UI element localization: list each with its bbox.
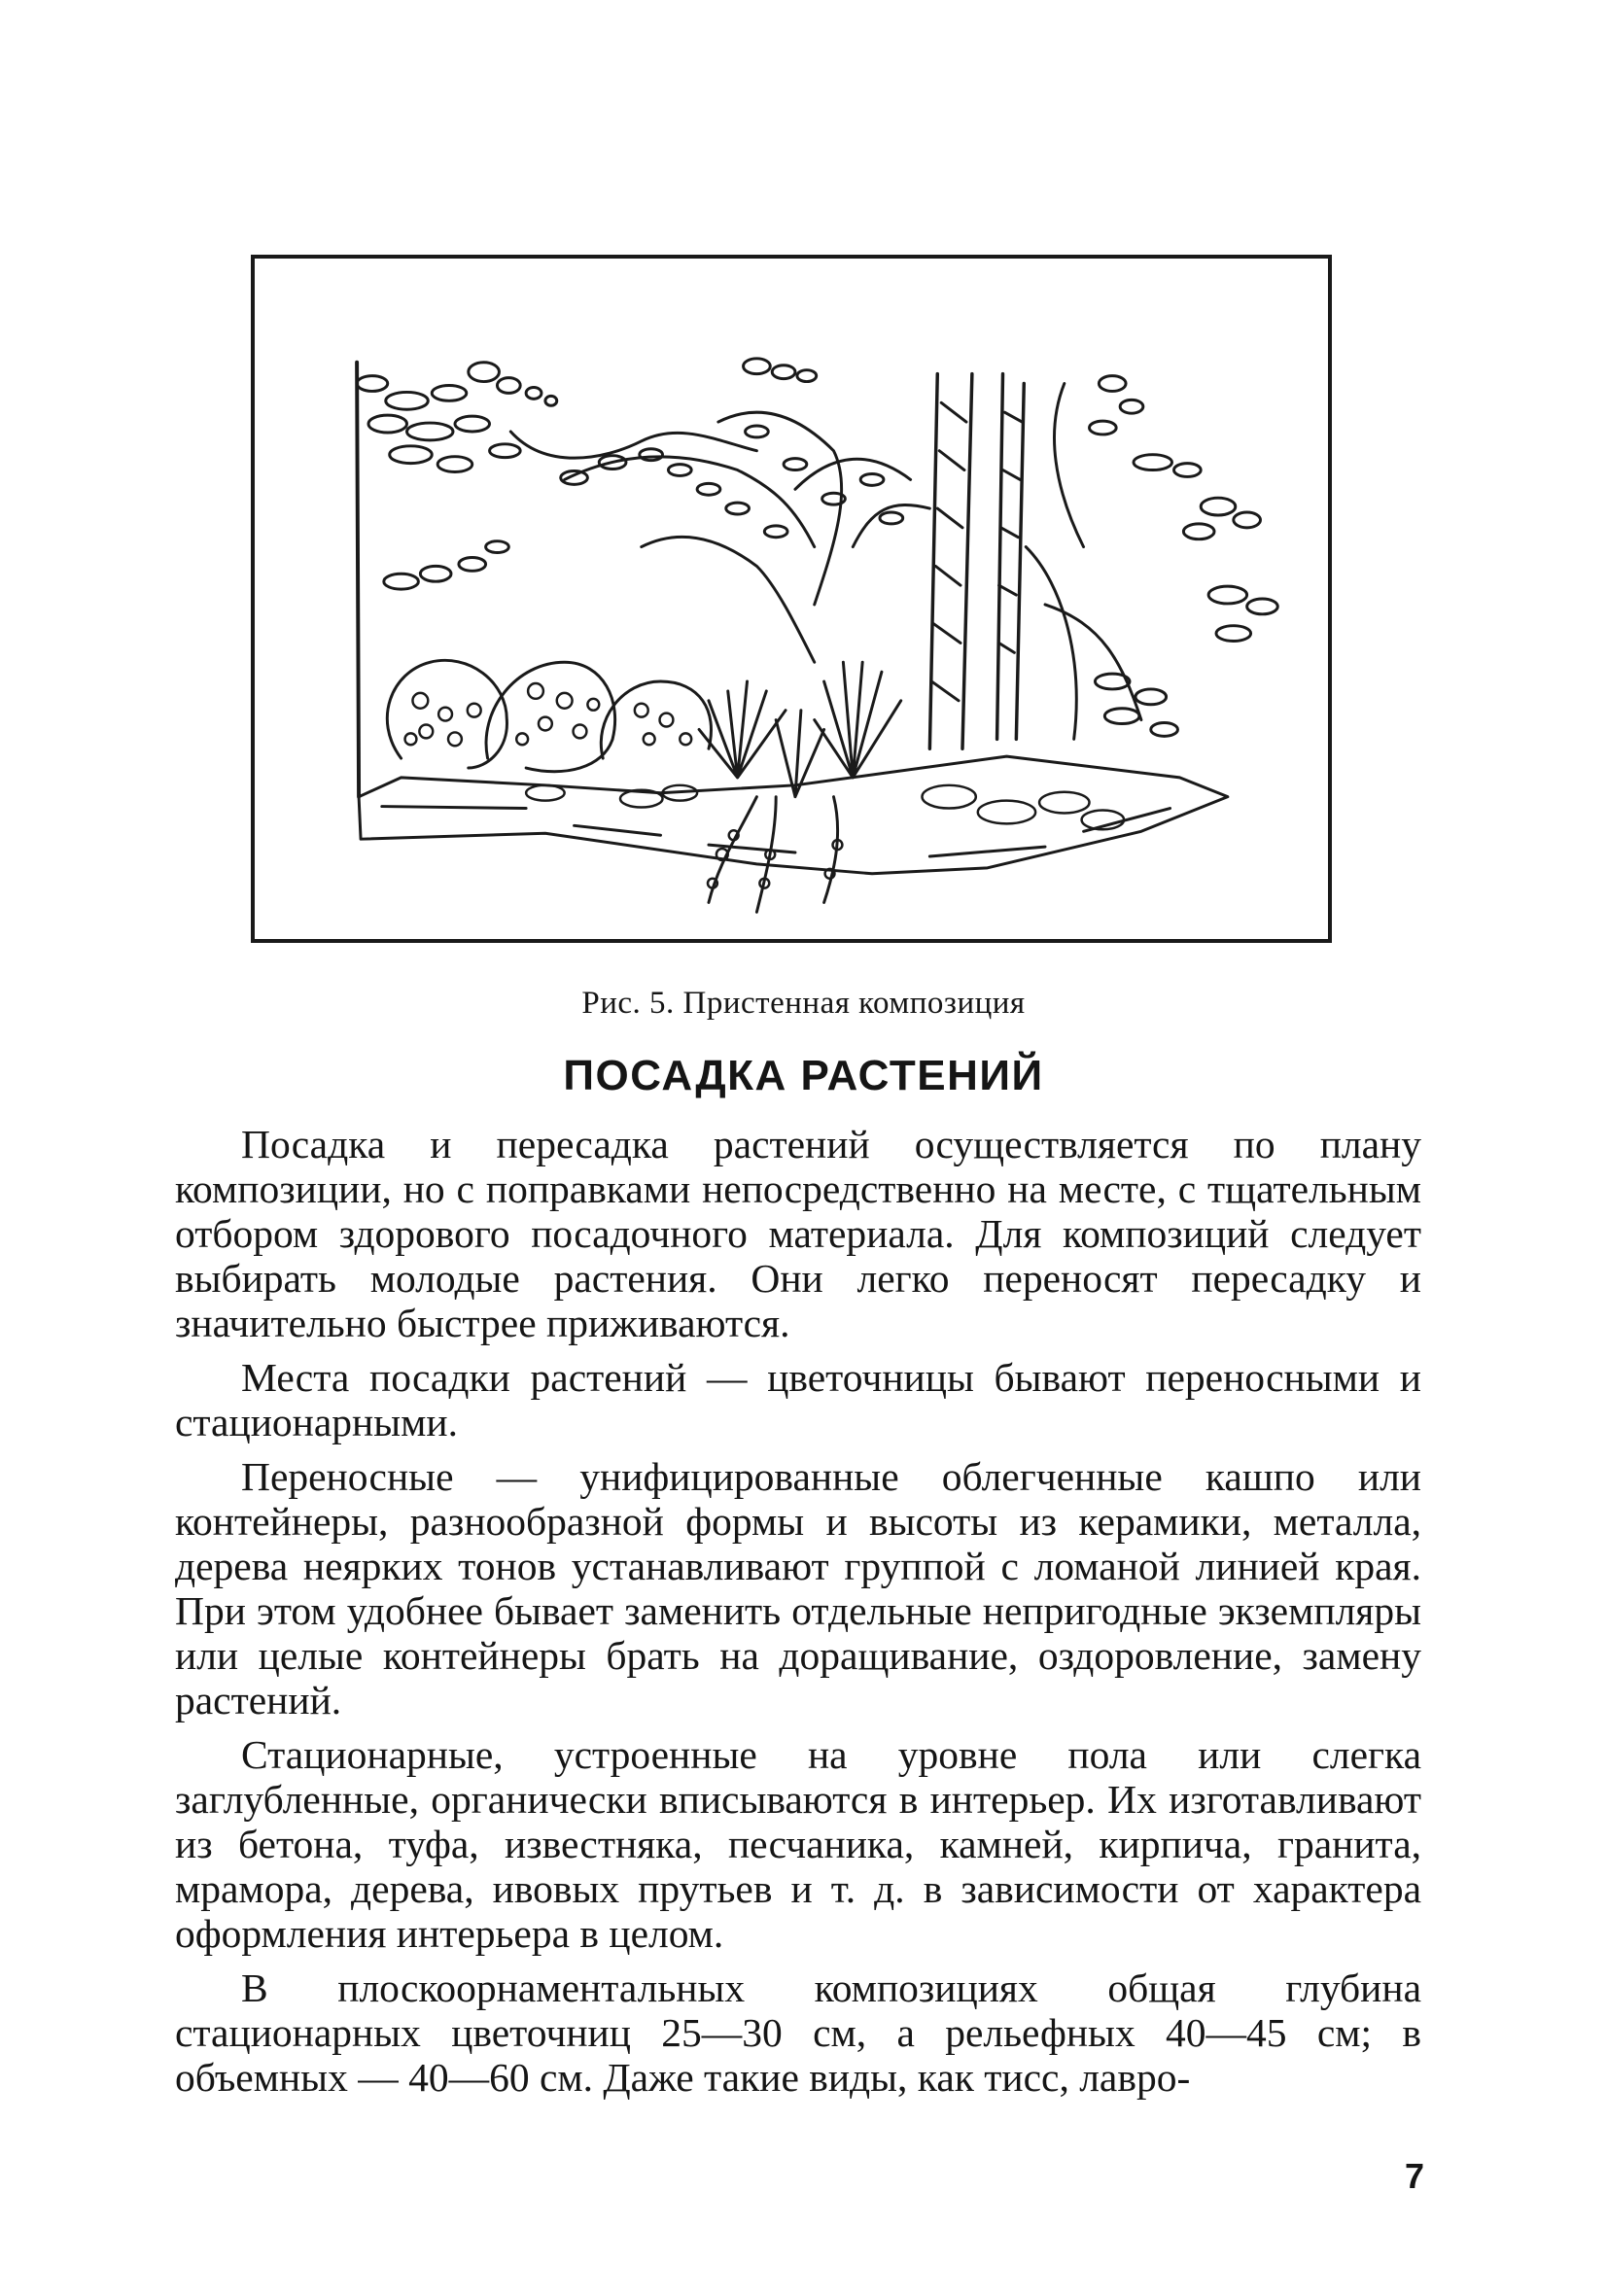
paragraph: Места посадки растений — цветочницы бывают переносными и стационарными. xyxy=(175,1355,1421,1444)
paragraph: Стационарные, устроенные на уровне пола или слегка заглубленные, органически вписываются в интерьер. Их изготавливают из бетона, туфа, известняка, песчаника, камней, кирпича, гранита, мрамора, дерева, ивовых прутьев и т. д. в зависимости от характера оформления интерьера в целом. xyxy=(175,1732,1421,1956)
figure-illustration xyxy=(251,255,1332,943)
paragraph: Посадка и пересадка растений осуществляется по плану композиции, но с поправками непосредственно на месте, с тщательным отбором здорового посадочного материала. Для композиций следует выбирать молодые растения. Они легко переносят пересадку и значительно быстрее приживаются. xyxy=(175,1122,1421,1345)
page-number: 7 xyxy=(1404,2156,1424,2196)
body-text xyxy=(175,1122,1421,2109)
section-title: ПОСАДКА РАСТЕНИЙ xyxy=(563,1052,1044,1099)
figure-caption: Рис. 5. Пристенная композиция xyxy=(581,986,1026,1021)
plant-composition-sketch xyxy=(255,259,1328,939)
paragraph: В плоскоорнаментальных композициях общая глубина стационарных цветочниц 25—30 см, а рельефных 40—45 см; в объемных — 40—60 см. Даже такие виды, как тисс, лавро- xyxy=(175,1966,1421,2100)
paragraph: Переносные — унифицированные облегченные кашпо или контейнеры, разнообразной формы и высоты из керамики, металла, дерева неярких тонов устанавливают группой с ломаной линией края. При этом удобнее бывает заменить отдельные непригодные экземпляры или целые контейнеры брать на доращивание, оздоровление, замену растений. xyxy=(175,1454,1421,1722)
